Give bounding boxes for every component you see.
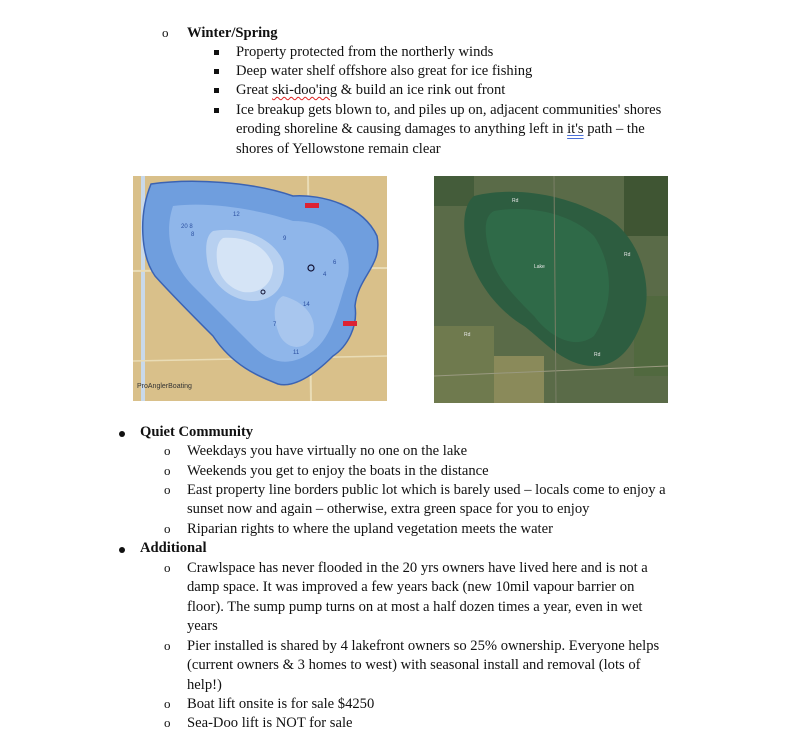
svg-text:4: 4: [323, 272, 327, 278]
svg-text:12: 12: [233, 212, 240, 218]
square-bullet-icon: [214, 108, 219, 113]
list-item: Sea-Doo lift is NOT for sale: [187, 715, 353, 731]
section-heading-winter-spring: Winter/Spring: [187, 25, 278, 41]
list-item: Weekdays you have virtually no one on the lake: [187, 443, 468, 459]
circle-bullet-icon: o: [164, 696, 171, 711]
list-item: Pier installed is shared by 4 lakefront owners so 25% ownership. Everyone helps (current owners & 3 homes to west) with seasonal install and removal (lots of help!): [187, 638, 660, 693]
circle-bullet-icon: o: [164, 560, 171, 575]
section-heading-additional: Additional: [140, 540, 207, 556]
lake-depth-map-graphic: [133, 176, 387, 401]
svg-text:9: 9: [283, 236, 287, 242]
svg-text:Rd: Rd: [512, 198, 519, 204]
svg-text:7: 7: [273, 322, 277, 328]
circle-bullet-icon: o: [164, 521, 171, 536]
square-bullet-icon: [214, 69, 219, 74]
circle-bullet-icon: o: [162, 25, 169, 40]
list-item: East property line borders public lot which is barely used – locals come to enjoy a sunset now and again – otherwise, extra green space for you to enjoy: [187, 482, 666, 518]
svg-text:6: 6: [333, 260, 337, 266]
lake-satellite-image: [434, 176, 668, 403]
list-item: Weekends you get to enjoy the boats in the distance: [187, 463, 489, 479]
list-item: Ice breakup gets blown to, and piles up on, adjacent communities' shores eroding shoreline & causing damages to anything left in it's path – the shores of Yellowstone remain clear: [236, 102, 662, 157]
square-bullet-icon: [214, 50, 219, 55]
list-item: Property protected from the northerly winds: [236, 44, 494, 60]
svg-text:14: 14: [303, 302, 310, 308]
list-item: Riparian rights to where the upland vegetation meets the water: [187, 521, 553, 537]
list-item: Crawlspace has never flooded in the 20 yrs owners have lived here and is not a damp space. It was improved a few years back (new 10mil vapour barrier on floor). The sump pump turns on at most a half dozen times a year, even in wet years: [187, 560, 648, 635]
list-item: Deep water shelf offshore also great for ice fishing: [236, 63, 533, 79]
circle-bullet-icon: o: [164, 715, 171, 730]
circle-bullet-icon: o: [164, 443, 171, 458]
svg-text:8: 8: [191, 232, 195, 238]
map-watermark: ProAnglerBoating: [137, 383, 192, 390]
svg-text:20 8: 20 8: [181, 224, 193, 230]
bullet-icon: [119, 431, 125, 437]
circle-bullet-icon: o: [164, 463, 171, 478]
section-heading-quiet-community: Quiet Community: [140, 424, 254, 440]
list-item: Great ski-doo'ing & build an ice rink out front: [236, 82, 506, 98]
svg-text:Rd: Rd: [624, 252, 631, 258]
list-item: Boat lift onsite is for sale $4250: [187, 696, 375, 712]
lake-satellite-graphic: [434, 176, 668, 403]
svg-text:Rd: Rd: [464, 332, 471, 338]
bullet-icon: [119, 547, 125, 553]
svg-text:11: 11: [293, 350, 300, 356]
circle-bullet-icon: o: [164, 482, 171, 497]
svg-text:Rd: Rd: [594, 352, 601, 358]
lake-depth-map: [133, 176, 387, 401]
square-bullet-icon: [214, 88, 219, 93]
circle-bullet-icon: o: [164, 638, 171, 653]
svg-text:Lake: Lake: [534, 264, 545, 270]
